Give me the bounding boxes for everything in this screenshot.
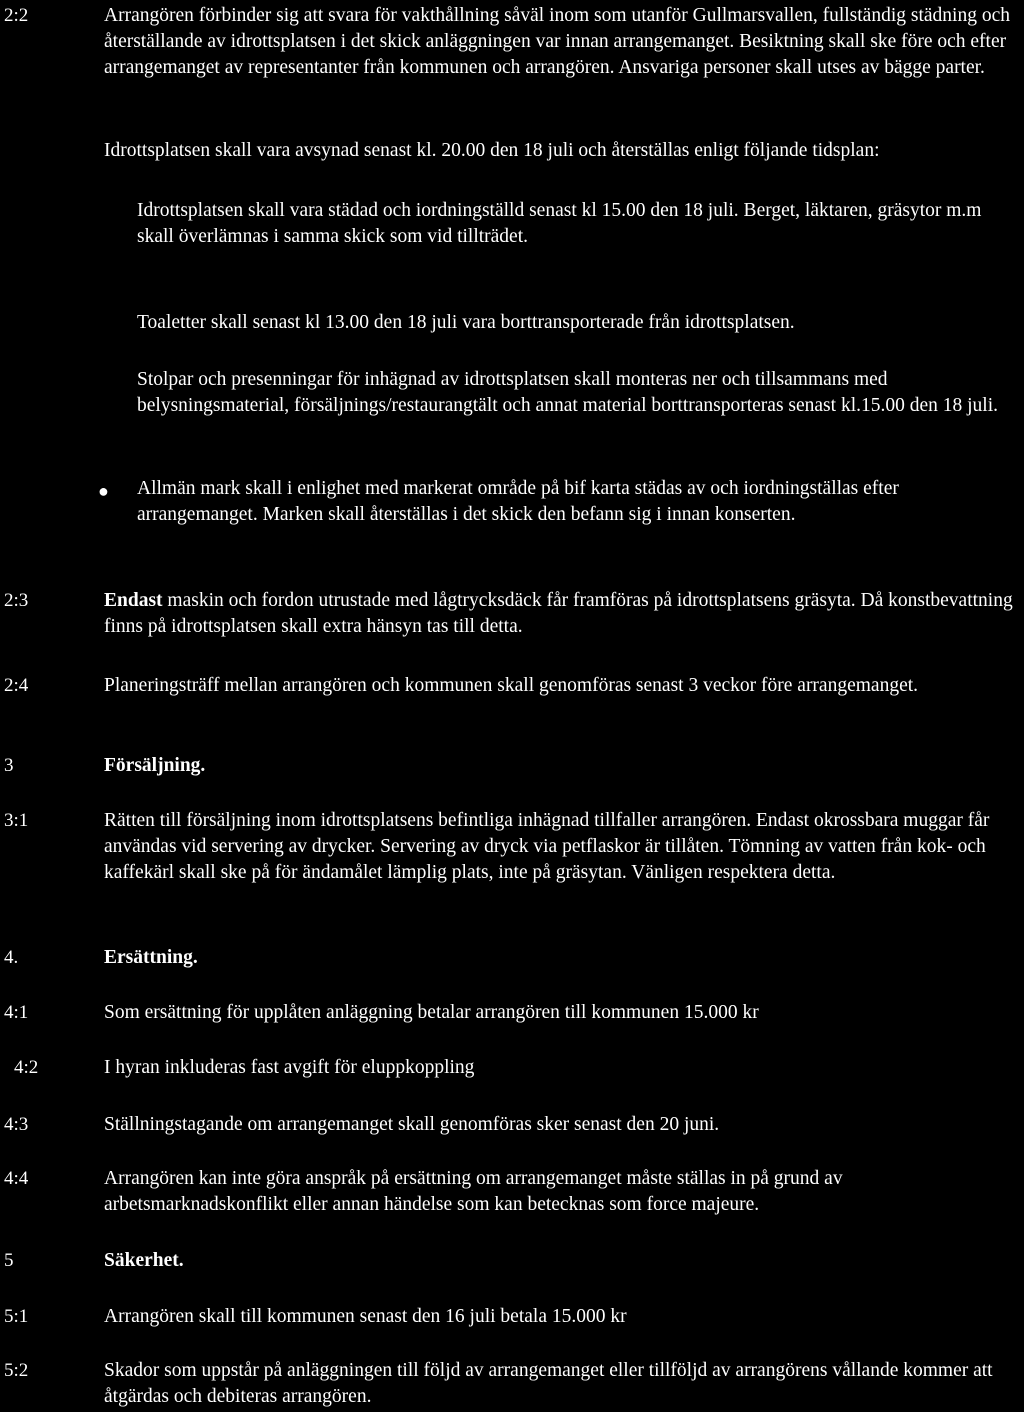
section-3-heading: Försäljning. bbox=[104, 755, 206, 776]
section-5-heading: Säkerhet. bbox=[104, 1250, 184, 1271]
section-2-2-sub-2: Toaletter skall senast kl 13.00 den 18 juli vara borttransporterade från idrottsplatsen. bbox=[137, 312, 795, 333]
section-2-3-lead: Endast bbox=[104, 590, 163, 611]
section-2-2-paragraph-1: Arrangören förbinder sig att svara för vakthållning såväl inom som utanför Gullmarsvallen, fullständig städning och återställande av idrottsplatsen i det skick anläggningen var innan arrangemanget. Besiktning skall ske före och efter arrangemanget av representanter från kommunen och arrangören. Ansvariga personer skall utses av bägge parter. bbox=[104, 5, 1010, 78]
section-2-2-paragraph-2: Idrottsplatsen skall vara avsynad senast kl. 20.00 den 18 juli och återställas enligt följande tidsplan: bbox=[104, 140, 880, 161]
bullet-icon: ● bbox=[98, 481, 109, 501]
section-4-4-text: Arrangören kan inte göra anspråk på ersättning om arrangemanget måste ställas in på grund av arbetsmarknadskonflikt eller annan händelse som kan betecknas som force majeure. bbox=[104, 1168, 843, 1215]
section-number-5-1: 5:1 bbox=[4, 1306, 29, 1327]
section-number-2-2: 2:2 bbox=[4, 5, 29, 26]
section-number-3-1: 3:1 bbox=[4, 810, 29, 831]
section-number-3: 3 bbox=[4, 755, 14, 776]
section-5-1-text: Arrangören skall till kommunen senast den 16 juli betala 15.000 kr bbox=[104, 1306, 627, 1327]
section-4-heading: Ersättning. bbox=[104, 947, 198, 968]
section-4-2-text: I hyran inkluderas fast avgift för eluppkoppling bbox=[104, 1057, 475, 1078]
section-4-1-text: Som ersättning för upplåten anläggning betalar arrangören till kommunen 15.000 kr bbox=[104, 1002, 759, 1023]
section-2-3-body: maskin och fordon utrustade med lågtrycksdäck får framföras på idrottsplatsens gräsyta. Då konstbevattning finns på idrottsplatsen skall extra hänsyn tas till detta. bbox=[104, 590, 1013, 637]
section-number-4: 4. bbox=[4, 947, 19, 968]
section-number-2-4: 2:4 bbox=[4, 675, 29, 696]
section-number-5-2: 5:2 bbox=[4, 1360, 29, 1381]
section-5-2-text: Skador som uppstår på anläggningen till följd av arrangemanget eller tillföljd av arrangörens vållande kommer att åtgärdas och debiteras arrangören. bbox=[104, 1360, 993, 1407]
section-number-4-3: 4:3 bbox=[4, 1114, 29, 1135]
section-number-4-4: 4:4 bbox=[4, 1168, 29, 1189]
section-2-2-bullet-text: Allmän mark skall i enlighet med markerat område på bif karta städas av och iordningställas efter arrangemanget. Marken skall återställas i det skick den befann sig i innan konserten. bbox=[137, 478, 899, 525]
section-3-1-text: Rätten till försäljning inom idrottsplatsens befintliga inhägnad tillfaller arrangören. Endast okrossbara muggar får användas vid servering av drycker. Servering av dryck via petflaskor är tillåten. Tömning av vatten från kok- och kaffekärl skall ske på för ändamålet lämplig plats, inte på gräsytan. Vänligen respektera detta. bbox=[104, 810, 990, 883]
section-2-2-sub-3: Stolpar och presenningar för inhägnad av idrottsplatsen skall monteras ner och tillsammans med belysningsmaterial, försäljnings/restaurangtält och annat material borttransporteras senast kl.15.00 den 18 juli. bbox=[137, 369, 999, 416]
section-2-2-sub-1: Idrottsplatsen skall vara städad och iordningställd senast kl 15.00 den 18 juli. Berget, läktaren, gräsytor m.m skall överlämnas i samma skick som vid tillträdet. bbox=[137, 200, 982, 247]
section-number-5: 5 bbox=[4, 1250, 14, 1271]
section-number-4-2: 4:2 bbox=[14, 1057, 39, 1078]
section-2-4-text: Planeringsträff mellan arrangören och kommunen skall genomföras senast 3 veckor före arrangemanget. bbox=[104, 675, 919, 696]
section-number-2-3: 2:3 bbox=[4, 590, 29, 611]
section-4-3-text: Ställningstagande om arrangemanget skall genomföras sker senast den 20 juni. bbox=[104, 1114, 720, 1135]
section-number-4-1: 4:1 bbox=[4, 1002, 29, 1023]
section-2-3-text bbox=[104, 588, 1022, 640]
